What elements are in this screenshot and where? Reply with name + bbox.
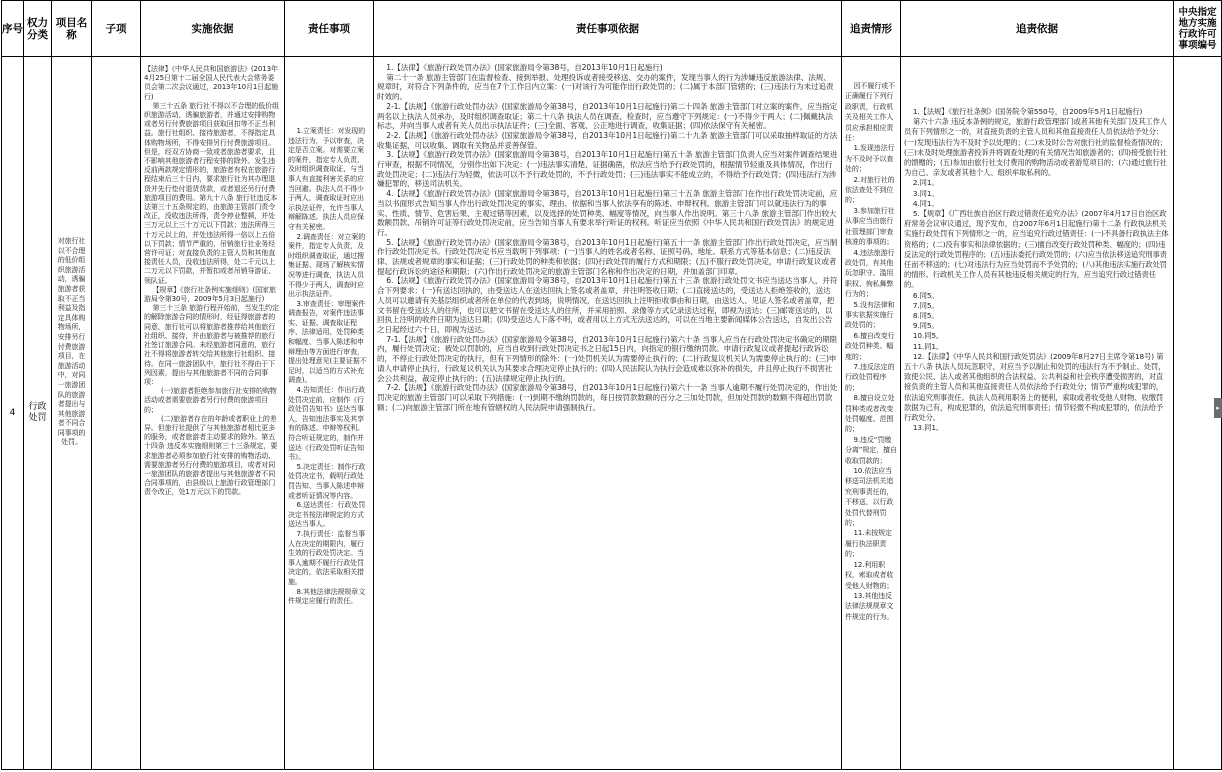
row-duty-basis: 1.【法律】《旅游行政处罚办法》(国家旅游局令第38号，自2013年10月1日起施行) 第二十一条 旅游主管部门在监督检查、接到举报、处理投诉或者接受移送、交办的案件，发现当事人的行为涉嫌违反旅游法律、法规、规章时，对符合下列条件的，应当在7个工作日内立案：(一)对该行为可能作出行政处罚的；(二)属于本部门管辖的；(三)违法行为未过追责时效的。 2-1.【法规】《旅游行政处罚办法》(国家旅游局令第38号，自2013年10月1日起施行)第二十四条 旅游主管部门对立案的案件，应当指定两名以上执法人员承办，及时组织调查取证；第二十八条 执法人员在调查、检查时，应当遵守下列规定：(一)不得少于两人；(二)佩戴执法标志，并向当事人或者有关人员出示执法证件；(三)全面、客观、公正地进行调查，收集证据；(四)依法保守有关秘密。 2-2.【法规】《旅游行政处罚办法》(国家旅游局令第38号，自2013年10月1日起施行)第二十九条 旅游主管部门可以采取抽样取证的方法收集证据，可以收集、调取有关物品并妥善保管。 3.【法规】《旅游行政处罚办法》(国家旅游局令第38号，自2013年10月1日起施行)第五十条 旅游主管部门负责人应当对案件调查结果进行审查，根据不同情况，分别作出如下决定：(一)违法事实清楚、证据确凿，依法应当给予行政处罚的，根据情节轻重及具体情况，作出行政处罚决定；(二)违法行为轻微，依法可以不予行政处罚的，不予行政处罚；(三)违法事实不能成立的，不得给予行政处罚；(四)违法行为涉嫌犯罪的，移送司法机关。 4.【法规】《旅游行政处罚办法》(国家旅游局令第38号，自2013年10月1日起施行)第三十五条 旅游主管部门在作出行政处罚决定前，应当以书面形式告知当事人作出行政处罚决定的事实、理由、依据和当事人依法享有的陈述、申辩权利。旅游主管部门可以就违法行为的事实、性质、情节、危害后果、主观过错等因素，以及选择的处罚种类、幅度等情况，向当事人作出说明。第三十八条 旅游主管部门作出较大数额罚款、吊销许可证等行政处罚决定前，应当告知当事人有要求举行听证的权利。听证应当依照《中华人民共和国行政处罚法》的规定进行。 5.【法规】《旅游行政处罚办法》(国家旅游局令第38号，自2013年10月1日起施行)第五十一条 旅游主管部门作出行政处罚决定，应当制作行政处罚决定书。行政处罚决定书应当载明下列事项：(一)当事人的姓名或者名称、证照号码、地址、联系方式等基本信息；(二)违反法律、法规或者规章的事实和证据；(三)行政处罚的种类和依据；(四)行政处罚的履行方式和期限；(五)不服行政处罚决定，申请行政复议或者提起行政诉讼的途径和期限；(六)作出行政处罚决定的旅游主管部门名称和作出决定的日期，并加盖部门印章。 6.【法规】《旅游行政处罚办法》(国家旅游局令第38号，自2013年10月1日起施行)第五十三条 旅游行政处罚文书应当送达当事人，并符合下列要求：(一)有送达回执的，由受送达人在送达回执上签名或者盖章，并注明签收日期；(二)直接送达的，受送达人拒绝签收的，送达人员可以邀请有关基层组织或者所在单位的代表到场，说明情况，在送达回执上注明拒收事由和日期，由送达人、见证人签名或者盖章，把文书留在受送达人的住所，也可以把文书留在受送达人的住所，并采用拍照、录像等方式记录送达过程，即视为送达；(三)邮寄送达的，以回执上注明的收件日期为送达日期；(四)受送达人下落不明，或者用以上方式无法送达的，可以在当地主要新闻媒体公告送达，自发出公告之日起经过六十日，即视为送达。 7-1.【法规】《旅游行政处罚办法》(国家旅游局令第38号，自2013年10月1日起施行)第六十条 当事人应当在行政处罚决定书确定的期限内，履行处罚决定；被处以罚款的，应当自收到行政处罚决定书之日起15日内，向指定的银行缴纳罚款。申请行政复议或者提起行政诉讼的，不停止行政处罚决定的执行，但有下列情形的除外：(一)处罚机关认为需要停止执行的；(二)行政复议机关认为需要停止执行的；(三)申请人申请停止执行，行政复议机关认为其要求合理决定停止执行的；(四)人民法院认为执行会造成难以弥补的损失，并且停止执行不损害社会公共利益，裁定停止执行的；(五)法律规定停止执行的。 7-2.【法规】《旅游行政处罚办法》(国家旅游局令第38号，自2013年10月1日起施行)第六十一条 当事人逾期不履行处罚决定的，作出处罚决定的旅游主管部门可以采取下列措施：(一)到期不缴纳罚款的，每日按罚款数额的百分之三加处罚款，但加处罚款的数额不得超出罚款额；(二)向旅游主管部门所在地有管辖权的人民法院申请强制执行。	[377, 63, 838, 412]
row-accountability-basis: 1.【法规】《旅行社条例》(国务院令第550号，自2009年5月1日起施行) 第六十六条 违反本条例的规定，旅游行政管理部门或者其他有关部门及其工作人员有下列情形之一的，对直接负责的主管人员和其他直接责任人员依法给予处分：(一)发现违法行为不及时予以处理的；(二)未及时公告对旅行社的监督检查情况的；(三)未及时处理旅游者投诉并将调查处理的有关情况告知旅游者的；(四)接受旅行社的馈赠的；(五)参加由旅行社支付费用的购物活动或者游览项目的；(六)通过旅行社为自己、亲友或者其他个人、组织牟取私利的。 2.同1。 3.同1。 4.同1。 5.【规章】《广西壮族自治区行政过错责任追究办法》(2007年4月17日自治区政府常务会议审议通过，现予发布，自2007年6月1日起施行)第十二条 行政执法机关实施行政处罚有下列情形之一的，应当追究行政过错责任：(一)不具备行政执法主体资格的；(二)没有事实和法律依据的；(三)擅自改变行政处罚种类、幅度的；(四)违反法定的行政处罚程序的；(五)违法委托行政处罚的；(六)应当依法移送追究刑事责任而不移送的；(七)对违法行为应当处罚而不予处罚的；(八)其他违法实施行政处罚的情形。行政机关工作人员有其他违反相关规定的行为，应当追究行政过错责任的。 6.同5。 7.同5。 8.同5。 9.同5。 10.同5。 11.同1。 12.【法律】《中华人民共和国行政处罚法》(2009年8月27日主席令第18号) 第五十八条 执法人员玩忽职守，对应当予以制止和处罚的违法行为不予制止、处罚，致使公民、法人或者其他组织的合法权益、公共利益和社会秩序遭受损害的，对直接负责的主管人员和其他直接责任人员依法给予行政处分；情节严重构成犯罪的，依法追究刑事责任。执法人员利用职务上的便利，索取或者收受他人财物、收缴罚款据为己有，构成犯罪的，依法追究刑事责任；情节轻微不构成犯罪的，依法给予行政处分。 13.同1。	[904, 107, 1169, 433]
responsibility-table	[1, 0, 1222, 770]
side-scroll-tab[interactable]: ▸	[1214, 398, 1222, 418]
table-row	[2, 57, 1222, 770]
header-power-category: 权力分类	[24, 1, 52, 57]
row-basis: 【法律】《中华人民共和国旅游法》(2013年4月25日第十二届全国人民代表大会常务委员会第二次会议通过，2013年10月1日起施行) 第三十五条 旅行社不得以不合理的低价组织旅游活动，诱骗旅游者，并通过安排购物或者另行付费旅游项目获取回扣等不正当利益。旅行社组织、接待旅游者，不得指定具体购物场所，不得安排另行付费旅游项目。但是，经双方协商一致或者旅游者要求，且不影响其他旅游者行程安排的除外。发生违反前两款规定情形的，旅游者有权在旅游行程结束后三十日内，要求旅行社为其办理退货并先行垫付退货货款，或者退还另行付费旅游项目的费用。第九十八条 旅行社违反本法第三十五条规定的，由旅游主管部门责令改正，没收违法所得，责令停业整顿，并处三万元以上三十万元以下罚款；违法所得三十万元以上的，并处违法所得一倍以上五倍以下罚款；情节严重的，吊销旅行社业务经营许可证；对直接负责的主管人员和其他直接责任人员，没收违法所得，处二千元以上二万元以下罚款，并暂扣或者吊销导游证、领队证。 【规章】《旅行社条例实施细则》(国家旅游局令第30号，2009年5月3日起施行) 第三十三条 旅游行程开始前，当发生约定的解除旅游合同的情形时，经征得旅游者的同意，旅行社可以将旅游者推荐给其他旅行社组织、接待，并由旅游者与被推荐的旅行社签订旅游合同。未经旅游者同意的，旅行社不得将旅游者转交给其他旅行社组织、接待。在同一旅游团队中，旅行社不得由于下列因素，提出与其他旅游者不同的合同事项： (一)旅游者拒绝参加旅行社安排的购物活动或者需要旅游者另行付费的旅游项目的； (二)旅游者存在的年龄或者职业上的差异。但旅行社提供了与其他旅游者相比更多的服务，或者旅游者主动要求的除外。第五十四条 违反本实施细则第三十三条规定，要求旅游者必须参加旅行社安排的购物活动、需要旅游者另行付费的旅游项目，或者对同一旅游团队的旅游者提出与其他旅游者不同合同事项的，由县级以上旅游行政管理部门责令改正，处1万元以下的罚款。	[144, 65, 279, 497]
header-sub-item: 子项	[92, 1, 141, 57]
header-item-name: 项目名称	[52, 1, 92, 57]
header-duties: 责任事项	[285, 1, 374, 57]
header-duty-basis: 责任事项依据	[374, 1, 842, 57]
header-basis: 实施依据	[141, 1, 285, 57]
header-accountability-basis: 追责依据	[901, 1, 1174, 57]
row-duties: 1.立案责任：对发现的违法行为，予以审查，决定是否立案。对需要立案的案件，指定专人负责，及时组织调查取证，与当事人有直接利害关系的应当回避。执法人员不得少于两人，调查取证时应出示执法证件，允许当事人辩解陈述。执法人员应保守有关秘密。 2.调查责任：对立案的案件，指定专人负责，及时组织调查取证，通过搜集证据、现场了解核实情况等进行调查，执法人员不得少于两人，调查时应出示执法证件。 3.审查责任：审理案件调查报告，对案件违法事实、证据、调查取证程序、法律适用、处罚种类和幅度、当事人陈述和申辩理由等方面进行审查，提出处理意见(主要证据不足时，以适当的方式补充调查)。 4.告知责任：作出行政处罚决定前，应制作《行政处罚告知书》送达当事人，告知违法事实及其享有的陈述、申辩等权利。符合听证规定的，制作并送达《行政处罚听证告知书》。 5.决定责任：制作行政处罚决定书，载明行政处罚告知、当事人陈述申辩或者听证情况等内容。 6.送达责任：行政处罚决定书按法律规定的方式送达当事人。 7.执行责任：监督当事人在决定的期限内，履行生效的行政处罚决定。当事人逾期不履行行政处罚决定的，依法采取相关措施。 8.其他法律法规规章文件规定应履行的责任。	[288, 127, 367, 606]
row-item-name: 对旅行社以不合理的低价组织旅游活动，诱骗旅游者获取不正当利益及指定具体购物场所，安排另行付费旅游项目，在旅游活动中，对同一旅游团队的旅游者提出与其他旅游者不同合同事项的处罚。	[57, 237, 86, 447]
row-seq: 4	[9, 408, 16, 418]
header-central-code: 中央指定地方实施行政许可事项编号	[1174, 1, 1222, 57]
row-power-category: 行政处罚	[28, 402, 47, 423]
header-row	[2, 1, 1222, 57]
row-accountability: 因不履行或不正确履行下列行政职责，行政机关及相关工作人员应承担相应责任： 1.发现违法行为不及时予以查处的； 2.对旅行社的依法查处不到位的； 3.参加旅行社从事应当由旅行社管理部门审查核准的事项的； 4.违法旅游行政处罚，有其他玩忽职守、滥用职权、徇私舞弊行为的； 5.没有法律和事实依据实施行政处罚的； 6.擅自改变行政处罚种类、幅度的； 7.违反法定的行政处罚程序的； 8.擅自设立处罚种类或者改变处罚幅度、范围的； 9.违反“罚缴分离”规定，擅自收取罚款的； 10.依法应当移送司法机关追究刑事责任的，不移送，以行政处罚代替刑罚的； 11.未按规定履行执法职责的； 12.利用职权，索取或者收受他人财物的； 13.其他违反法律法规规章文件规定的行为。	[845, 82, 897, 621]
row-sub-item	[92, 57, 140, 769]
header-seq: 序号	[2, 1, 24, 57]
header-accountability: 追责情形	[842, 1, 901, 57]
